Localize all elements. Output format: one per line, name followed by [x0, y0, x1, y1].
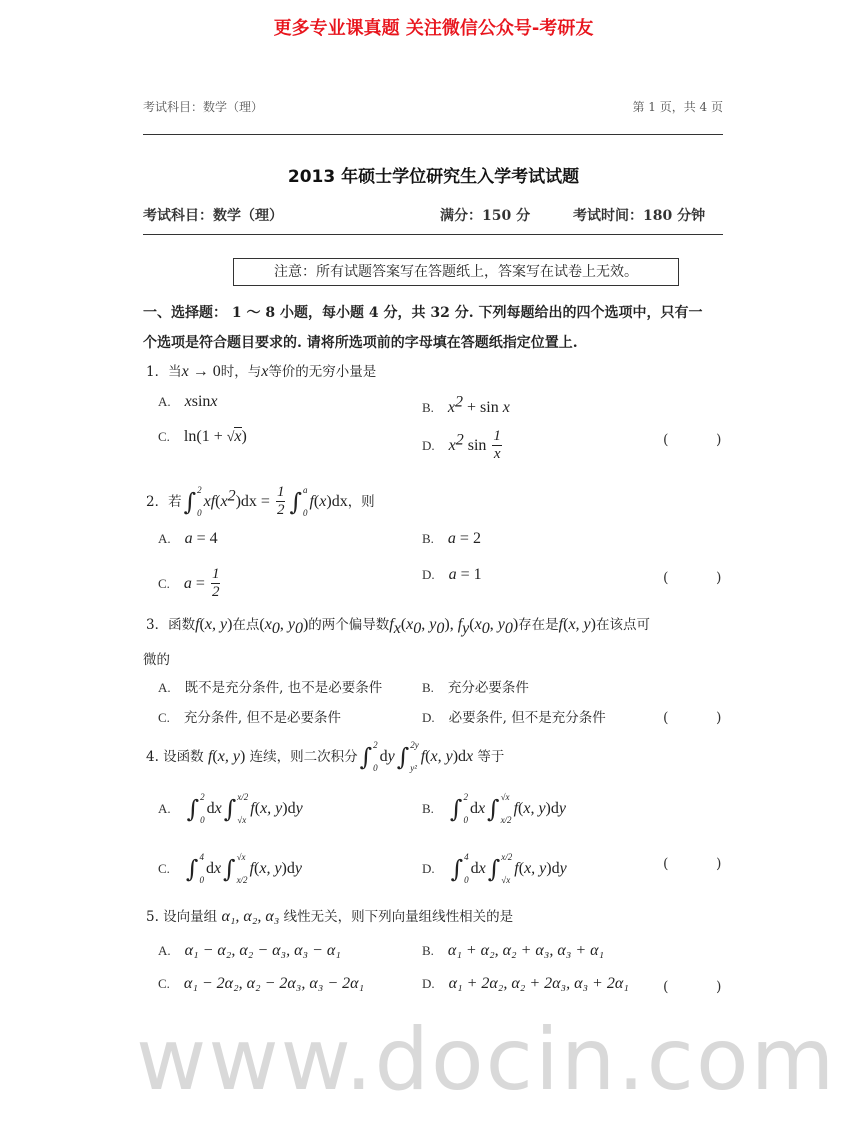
math-roman: ): [590, 616, 596, 633]
math-variable: x: [220, 492, 228, 510]
subscript: 0: [481, 619, 490, 637]
math-variable: α₁ + 2α₂, α₂ + 2α₃, α₃ + 2α₁: [448, 975, 629, 992]
math-roman: (: [518, 860, 525, 877]
math-expression: [185, 394, 218, 410]
text-run: 在点: [232, 617, 260, 633]
math-variable: a: [184, 530, 193, 547]
math-roman: d: [206, 800, 215, 817]
answer-paren-open[interactable]: (: [663, 856, 669, 872]
answer-paren-close: ): [716, 570, 722, 586]
question-2-option-d[interactable]: [422, 566, 482, 584]
math-variable: x, y: [523, 800, 546, 817]
radicand: x: [234, 428, 242, 445]
question-2-stem: [146, 484, 375, 519]
meta-full-score: 满分：150 分: [440, 208, 531, 224]
integral-lower-limit: 0: [464, 875, 469, 885]
header-page-number: 第 1 页，共 4 页: [632, 100, 723, 114]
math-variable: α₁ − α₂, α₂ − α₃, α₃ − α₁: [184, 942, 341, 959]
question-3-option-a[interactable]: [158, 676, 382, 696]
math-expression: [449, 852, 567, 885]
math-variable: f: [195, 616, 200, 633]
math-variable: f: [513, 800, 519, 817]
math-roman: )d: [545, 800, 559, 817]
math-variable: a: [447, 530, 456, 547]
text-run: 4. 设函数: [146, 749, 208, 765]
integral-upper-limit: 2: [197, 484, 202, 495]
option-label: D.: [422, 437, 435, 453]
text-run: 等于: [473, 749, 505, 765]
math-variable: a: [183, 574, 192, 592]
math-roman: d: [469, 800, 478, 817]
option-label: B.: [422, 680, 434, 695]
question-4-option-d[interactable]: [422, 852, 567, 886]
integral-limits: [237, 852, 248, 886]
question-2-option-b[interactable]: [422, 530, 481, 548]
integral-upper-limit: 2: [373, 740, 378, 750]
math-variable: x, y: [259, 860, 282, 877]
integral: [187, 792, 205, 826]
math-variable: α₁ + α₂, α₂ + α₃, α₃ + α₁: [447, 942, 605, 959]
integral: [184, 485, 202, 519]
option-label: A.: [158, 394, 171, 409]
option-label: A.: [158, 801, 171, 816]
fraction-denominator: 2: [211, 584, 220, 600]
math-roman: )d: [546, 860, 560, 877]
meta-time: 考试时间：180 分钟: [573, 208, 706, 224]
math-roman: ln(1 +: [183, 428, 227, 445]
math-roman: sin: [191, 393, 211, 410]
radical-sign-icon: √: [226, 430, 235, 445]
integral-sign-icon: ∫: [223, 795, 237, 823]
math-roman: (: [254, 800, 261, 817]
watermark: www.docin.com: [136, 1010, 837, 1110]
question-3-option-b[interactable]: [422, 676, 529, 696]
fraction: [492, 428, 502, 463]
integral-lower-limit: 0: [302, 507, 308, 518]
integral-limits: [373, 740, 378, 774]
math-expression: [185, 943, 341, 959]
text-run: 5. 设向量组: [146, 909, 222, 925]
option-label: C.: [158, 710, 170, 725]
subscript: 0: [504, 619, 513, 637]
option-label: D.: [422, 976, 435, 991]
question-1-option-b[interactable]: [422, 393, 510, 417]
math-variable: y: [294, 860, 302, 877]
fraction-numerator: 1: [493, 428, 501, 444]
math-variable: x: [213, 860, 222, 877]
math-expression: [448, 680, 529, 696]
math-roman: = 1: [456, 566, 482, 583]
math-roman: ): [302, 616, 309, 633]
math-roman: + sin: [463, 398, 503, 416]
math-variable: x, y: [568, 616, 591, 633]
math-roman: )d: [282, 800, 296, 817]
math-roman: ): [241, 428, 247, 445]
math-roman: (: [313, 492, 320, 510]
question-5-stem: [146, 905, 513, 926]
question-5-option-c[interactable]: [158, 975, 364, 993]
integral: [223, 852, 248, 886]
math-expression: [448, 943, 604, 959]
question-3-option-d[interactable]: [422, 706, 606, 726]
option-label: C.: [158, 976, 170, 991]
math-variable: x: [210, 393, 218, 410]
option-label: C.: [158, 575, 170, 591]
math-roman: )d: [452, 748, 467, 765]
question-3-stem: [146, 613, 650, 638]
meta-divider: [143, 234, 723, 235]
integral-lower-limit: 0: [463, 815, 468, 825]
integral-lower-limit: 0: [200, 815, 205, 825]
math-roman: )dx: [326, 492, 348, 510]
math-roman: (: [400, 616, 407, 633]
math-variable: y: [287, 616, 295, 633]
math-expression: [185, 680, 383, 696]
answer-paren-open[interactable]: (: [663, 710, 669, 726]
math-expression: [184, 852, 302, 885]
section-instructions-line2: 个选项是符合题目要求的. 请将所选项前的字母填在答题纸指定位置上.: [143, 335, 578, 351]
math-variable: x: [184, 393, 192, 410]
integral-lower-limit: x/2: [236, 875, 248, 885]
question-5-option-d[interactable]: [422, 975, 629, 993]
integral-limits: [197, 485, 202, 519]
text-run: 既不是充分条件, 也不是必要条件: [184, 680, 383, 696]
math-variable: x: [214, 800, 222, 817]
subscript: 0: [294, 619, 303, 637]
integral-lower-limit: 0: [197, 507, 202, 518]
math-roman: =: [191, 574, 209, 592]
question-4-option-c[interactable]: [158, 852, 302, 886]
integral-upper-limit: 2: [200, 792, 205, 802]
answer-paren-close: ): [716, 710, 722, 726]
answer-paren-open[interactable]: (: [663, 979, 669, 995]
math-expression: [184, 429, 247, 445]
integral-limits: [501, 852, 512, 886]
question-3-stem-continued: 微的: [143, 652, 170, 668]
subscript: x: [393, 619, 401, 637]
header-divider: [143, 134, 723, 135]
question-1-option-c[interactable]: [158, 428, 247, 446]
question-4-option-b[interactable]: [422, 792, 566, 826]
math-variable: f: [457, 616, 463, 633]
integral-lower-limit: √x: [237, 815, 247, 825]
math-expression: [449, 710, 606, 726]
integral-limits: [501, 792, 512, 826]
math-variable: x: [319, 492, 327, 510]
integral: [450, 792, 468, 826]
subscript: 0: [413, 619, 422, 637]
question-5-option-b[interactable]: [422, 942, 604, 960]
math-variable: f: [309, 492, 314, 510]
math-variable: x, y: [430, 748, 453, 765]
text-run: 线性无关，则下列向量组线性相关的是: [279, 909, 514, 925]
math-expression: [185, 792, 303, 825]
integral-sign-icon: ∫: [359, 743, 373, 771]
integral-limits: [410, 740, 419, 774]
math-variable: y: [295, 800, 303, 817]
notice-box: 注意：所有试题答案写在答题纸上，答案写在试卷上无效。: [233, 258, 679, 286]
option-label: A.: [158, 680, 171, 695]
math-roman: d: [379, 748, 388, 765]
math-roman: = 4: [192, 530, 218, 547]
answer-paren-close: ): [716, 432, 722, 448]
answer-paren-open[interactable]: (: [663, 432, 669, 448]
option-label: C.: [158, 861, 170, 876]
integral-upper-limit: 2: [463, 792, 468, 802]
math-variable: x: [474, 616, 482, 633]
question-5-option-a[interactable]: [158, 942, 341, 960]
text-run: 在该点可: [595, 617, 650, 633]
math-roman: ,: [279, 616, 288, 633]
math-variable: x: [181, 363, 189, 380]
math-expression: [146, 484, 375, 518]
math-expression: [448, 792, 566, 825]
math-variable: x: [502, 398, 510, 416]
math-roman: sin: [463, 436, 491, 454]
text-run: 1．当: [146, 364, 182, 380]
question-1-option-a[interactable]: [158, 393, 218, 411]
math-roman: (: [199, 616, 205, 633]
integral-lower-limit: y²: [410, 763, 417, 773]
math-variable: x: [447, 398, 456, 416]
math-variable: f: [249, 860, 255, 877]
fraction-denominator: x: [493, 446, 501, 462]
math-variable: x: [477, 800, 486, 817]
math-roman: (: [469, 616, 475, 633]
integral-lower-limit: x/2: [500, 815, 512, 825]
fraction: [211, 566, 221, 601]
fraction-numerator: 1: [211, 566, 220, 582]
math-roman: d: [470, 860, 479, 877]
text-run: 2．若: [146, 493, 182, 510]
math-expression: [448, 531, 481, 547]
math-variable: x, y: [204, 616, 228, 633]
fraction-numerator: 1: [276, 484, 285, 500]
square-root: [227, 430, 242, 445]
math-roman: ): [227, 616, 233, 633]
math-variable: x: [448, 436, 456, 454]
text-run: 充分必要条件: [447, 680, 529, 696]
math-roman: (: [215, 492, 221, 510]
math-roman: ),: [444, 616, 458, 633]
integral-upper-limit: √x: [236, 852, 246, 862]
math-roman: → 0: [188, 363, 221, 380]
math-roman: (: [259, 616, 265, 633]
math-expression: [146, 740, 505, 773]
superscript: 2: [455, 430, 464, 448]
math-variable: f: [389, 616, 394, 633]
section-instructions-line1: 一、选择题： 1 ～ 8 小题，每小题 4 分，共 32 分. 下列每题给出的四个选项中，只有一: [143, 305, 703, 321]
text-run: 存在是: [518, 617, 559, 633]
text-run: 的两个偏导数: [308, 617, 390, 633]
math-variable: y: [497, 616, 505, 633]
integral-sign-icon: ∫: [450, 855, 464, 883]
math-variable: a: [448, 566, 457, 583]
math-variable: y: [558, 800, 566, 817]
integral: [289, 485, 307, 519]
math-roman: (: [425, 748, 431, 765]
math-variable: x, y: [260, 800, 283, 817]
option-label: B.: [422, 801, 434, 816]
superscript: 2: [455, 393, 464, 410]
math-roman: (: [563, 616, 569, 633]
integral-sign-icon: ∫: [487, 795, 500, 823]
math-roman: ): [512, 616, 519, 633]
integral-limits: [237, 792, 248, 826]
integral-limits: [463, 792, 468, 826]
question-2-option-a[interactable]: [158, 530, 218, 548]
integral-limits: [199, 852, 204, 886]
integral-limits: [303, 485, 308, 519]
math-roman: ,: [421, 616, 430, 633]
math-expression: [183, 566, 223, 600]
integral-upper-limit: 4: [199, 852, 204, 862]
math-variable: x: [264, 616, 272, 633]
integral: [451, 852, 469, 886]
fraction: [276, 484, 286, 519]
math-roman: ): [239, 748, 246, 765]
math-expression: [146, 616, 650, 637]
option-label: B.: [422, 399, 434, 415]
question-3-option-c[interactable]: [158, 706, 341, 726]
math-expression: [146, 364, 376, 380]
answer-paren-open[interactable]: (: [663, 570, 669, 586]
math-variable: x: [478, 860, 486, 877]
integral-limits: [464, 852, 469, 886]
math-roman: d: [205, 860, 214, 877]
integral-limits: [200, 792, 205, 826]
option-label: C.: [158, 429, 170, 444]
subscript: 0: [271, 619, 280, 637]
text-run: 等价的无穷小量是: [268, 364, 377, 380]
math-variable: α₁, α₂, α₃: [221, 908, 280, 925]
integral: [360, 740, 378, 774]
math-variable: f: [514, 860, 519, 877]
integral-upper-limit: x/2: [501, 852, 513, 862]
math-roman: )dx =: [235, 492, 274, 510]
integral-upper-limit: 4: [464, 852, 469, 862]
integral-upper-limit: √x: [500, 792, 510, 802]
fraction-denominator: 2: [276, 502, 285, 518]
option-label: A.: [158, 943, 171, 958]
integral: [488, 852, 513, 886]
math-expression: [448, 428, 504, 462]
math-variable: y: [387, 748, 395, 765]
integral-sign-icon: ∫: [289, 487, 302, 516]
text-run: ，则: [347, 493, 375, 510]
math-variable: y: [429, 616, 437, 633]
math-expression: [146, 909, 513, 925]
question-2-option-c[interactable]: [158, 566, 222, 601]
math-variable: xf: [203, 492, 216, 510]
superscript: 2: [227, 486, 236, 504]
math-variable: x: [466, 748, 474, 765]
integral: [487, 792, 512, 826]
integral-sign-icon: ∫: [449, 795, 463, 823]
text-run: 必要条件, 但不是充分条件: [448, 710, 606, 726]
exam-title: 2013 年硕士学位研究生入学考试试题: [287, 167, 580, 187]
math-expression: [185, 531, 218, 547]
option-label: A.: [158, 531, 171, 546]
integral-sign-icon: ∫: [223, 855, 236, 883]
integral-upper-limit: x/2: [237, 792, 249, 802]
integral: [397, 740, 419, 774]
integral-sign-icon: ∫: [396, 743, 410, 771]
integral-sign-icon: ∫: [487, 855, 501, 883]
answer-paren-close: ): [716, 979, 722, 995]
integral-sign-icon: ∫: [185, 855, 199, 883]
math-variable: x, y: [524, 860, 547, 877]
text-run: 连续，则二次积分: [245, 749, 358, 765]
option-label: B.: [422, 943, 434, 958]
math-roman: (: [212, 748, 218, 765]
question-1-option-d[interactable]: [422, 428, 504, 463]
math-expression: [449, 567, 482, 583]
math-expression: [184, 710, 341, 726]
math-expression: [184, 976, 364, 992]
answer-paren-close: ): [716, 856, 722, 872]
math-roman: = 2: [455, 530, 481, 547]
math-roman: ,: [489, 616, 498, 633]
math-variable: α₁ − 2α₂, α₂ − 2α₃, α₃ − 2α₁: [183, 975, 365, 992]
question-4-option-a[interactable]: [158, 792, 303, 826]
question-4-stem: [146, 740, 504, 774]
math-variable: f: [558, 616, 564, 633]
math-variable: f: [207, 748, 213, 765]
meta-subject: 考试科目：数学（理）: [143, 208, 283, 224]
integral-sign-icon: ∫: [183, 487, 197, 516]
integral-sign-icon: ∫: [186, 795, 200, 823]
text-run: 3．函数: [146, 617, 196, 633]
text-run: 充分条件, 但不是必要条件: [183, 710, 342, 726]
integral: [224, 792, 249, 826]
header-subject: 考试科目：数学（理）: [143, 100, 264, 114]
math-variable: x, y: [217, 748, 240, 765]
text-run: 时，与: [220, 364, 262, 380]
math-expression: [447, 393, 510, 416]
math-roman: (: [518, 800, 524, 817]
option-label: D.: [422, 710, 435, 725]
math-roman: )d: [281, 860, 295, 877]
math-variable: f: [420, 748, 426, 765]
integral-lower-limit: 0: [199, 875, 204, 885]
option-label: B.: [422, 531, 434, 546]
integral-lower-limit: √x: [501, 875, 511, 885]
question-1-stem: [146, 360, 376, 381]
math-variable: x: [261, 363, 269, 380]
promo-banner: 更多专业课真题 关注微信公众号-考研友: [273, 18, 594, 39]
math-variable: f: [250, 800, 255, 817]
subscript: y: [462, 619, 470, 637]
math-variable: x: [406, 616, 414, 633]
math-variable: y: [559, 860, 567, 877]
math-roman: (: [254, 860, 260, 877]
math-expression: [449, 976, 629, 992]
integral-upper-limit: a: [302, 484, 308, 495]
option-label: D.: [422, 567, 435, 582]
integral-upper-limit: 2y: [410, 740, 419, 750]
integral-lower-limit: 0: [373, 763, 378, 773]
option-label: D.: [422, 861, 435, 876]
integral: [186, 852, 204, 886]
subscript: 0: [436, 619, 445, 637]
